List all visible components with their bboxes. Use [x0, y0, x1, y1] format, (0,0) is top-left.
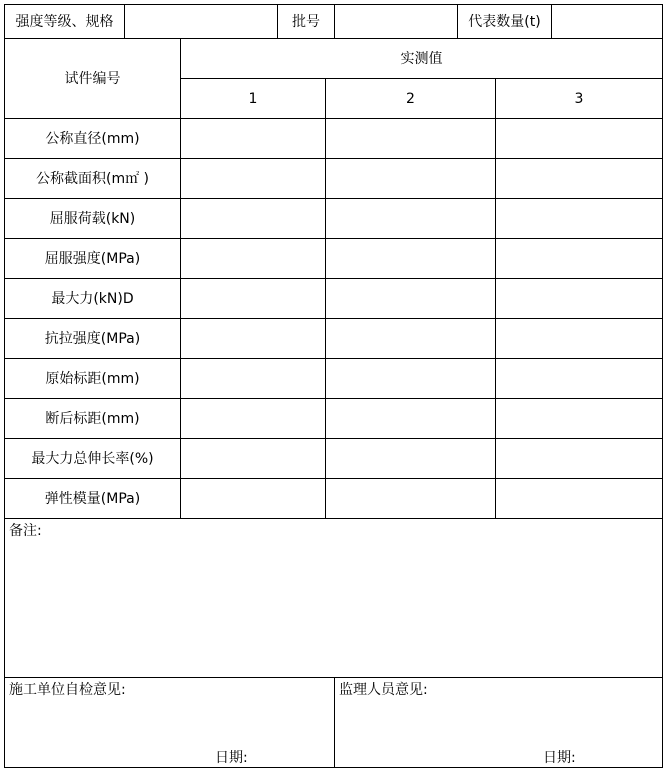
row-label: 公称直径(mm): [45, 130, 140, 147]
measured-label: 实测值: [400, 50, 443, 67]
contractor-date-label: 日期:: [215, 750, 248, 766]
row-label: 最大力总伸长率(%): [31, 450, 154, 467]
measured-value-cell[interactable]: [326, 479, 495, 518]
specimen-label: 试件编号: [64, 70, 121, 87]
column-header: 3: [574, 90, 584, 107]
measured-value-cell[interactable]: [326, 319, 495, 358]
measured-value-cell[interactable]: [181, 319, 325, 358]
row-label: 原始标距(mm): [45, 370, 140, 387]
contractor-opinion-field[interactable]: [5, 702, 334, 747]
supervisor-opinion-field[interactable]: [335, 702, 662, 747]
measured-value-cell[interactable]: [496, 199, 662, 238]
remarks-field[interactable]: [5, 543, 662, 676]
remarks-label: 备注:: [9, 523, 42, 539]
measured-value-cell[interactable]: [496, 319, 662, 358]
measured-value-cell[interactable]: [496, 439, 662, 478]
measured-value-cell[interactable]: [181, 399, 325, 438]
measured-value-cell[interactable]: [326, 399, 495, 438]
quantity-label: 代表数量(t): [468, 13, 541, 30]
measured-value-cell[interactable]: [496, 239, 662, 278]
batch-value-field[interactable]: [335, 5, 457, 38]
measured-value-cell[interactable]: [181, 479, 325, 518]
row-label: 最大力(kN)D: [51, 290, 134, 307]
measured-value-cell[interactable]: [181, 119, 325, 158]
supervisor-date-label: 日期:: [543, 750, 576, 766]
measured-value-cell[interactable]: [181, 279, 325, 318]
measured-value-cell[interactable]: [326, 199, 495, 238]
quantity-value-field[interactable]: [552, 5, 662, 38]
measured-value-cell[interactable]: [326, 359, 495, 398]
measured-value-cell[interactable]: [181, 359, 325, 398]
column-header: 2: [406, 90, 415, 107]
measured-value-cell[interactable]: [181, 199, 325, 238]
row-label: 公称截面积(m㎡ ): [35, 170, 149, 187]
batch-label: 批号: [292, 13, 320, 30]
measured-value-cell[interactable]: [326, 159, 495, 198]
row-label: 弹性模量(MPa): [44, 490, 141, 507]
supervisor-opinion-label: 监理人员意见:: [339, 682, 428, 698]
row-label: 屈服荷载(kN): [49, 210, 136, 227]
measured-value-cell[interactable]: [326, 279, 495, 318]
row-divider: [4, 518, 663, 519]
measured-value-cell[interactable]: [181, 239, 325, 278]
grade-label: 强度等级、规格: [15, 13, 114, 30]
measured-value-cell[interactable]: [496, 399, 662, 438]
measured-value-cell[interactable]: [496, 359, 662, 398]
measured-value-cell[interactable]: [496, 159, 662, 198]
row-label: 断后标距(mm): [45, 410, 140, 427]
measured-value-cell[interactable]: [181, 159, 325, 198]
row-label: 抗拉强度(MPa): [44, 330, 141, 347]
grade-value-field[interactable]: [125, 5, 277, 38]
contractor-opinion-label: 施工单位自检意见:: [9, 682, 126, 698]
measured-value-cell[interactable]: [326, 119, 495, 158]
measured-value-cell[interactable]: [326, 239, 495, 278]
measured-value-cell[interactable]: [496, 119, 662, 158]
column-header: 1: [248, 90, 258, 107]
row-label: 屈服强度(MPa): [44, 250, 141, 267]
measured-value-cell[interactable]: [326, 439, 495, 478]
measured-value-cell[interactable]: [496, 279, 662, 318]
measured-value-cell[interactable]: [181, 439, 325, 478]
measured-value-cell[interactable]: [496, 479, 662, 518]
